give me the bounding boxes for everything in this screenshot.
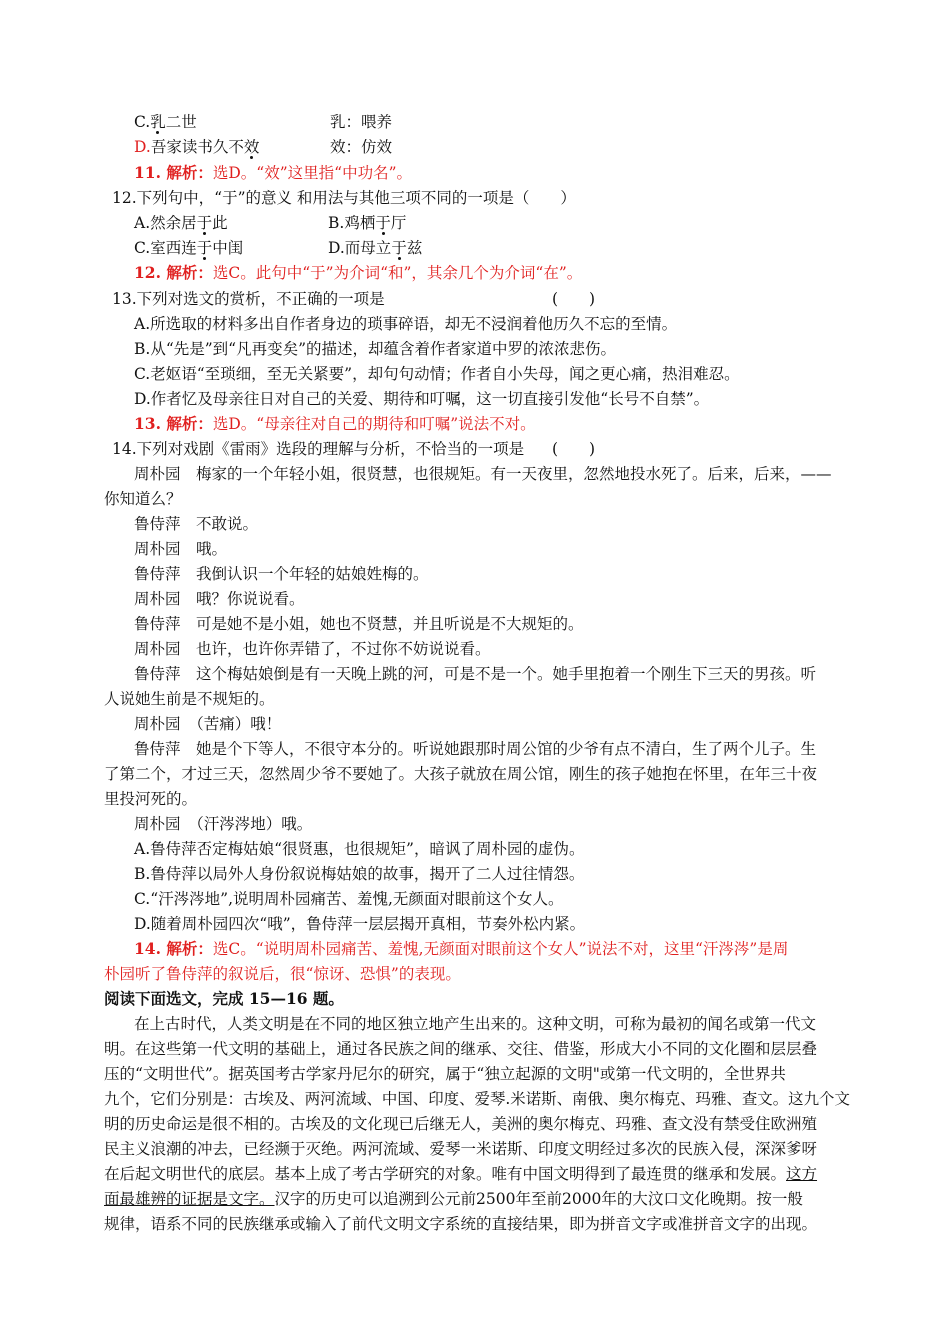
q11-analysis: 11. 解析：选D。“效”这里指“中功名”。	[134, 163, 412, 182]
dialogue-line: 人说她生前是不规矩的。	[104, 690, 275, 708]
dialogue-line: 里投河死的。	[104, 790, 198, 808]
passage-line: 明。在这些第一代文明的基础上，通过各民族之间的继承、交往、借鉴，形成大小不同的文化圈和层层叠	[104, 1040, 818, 1058]
q14-option-b: B.鲁侍萍以局外人身份叙说梅姑娘的故事，揭开了二人过往情怨。	[134, 865, 585, 883]
q12-option-c: C.室西连于中闺	[134, 239, 244, 257]
underlined-text: 面最雄辨的证据是文字。	[104, 1190, 275, 1208]
dialogue-line: 你知道么？	[104, 490, 182, 508]
emphasis-dot-char: 效	[243, 138, 260, 156]
dialogue-line: 周朴园 哦。	[134, 540, 228, 558]
q12-option-d: D.而母立于兹	[328, 239, 423, 257]
dialogue-line: 周朴园 也许，也许你弄错了，不过你不妨说说看。	[134, 640, 491, 658]
q13-option-b: B.从“先是”到“凡再变矣”的描述，却蕴含着作者家道中罗的浓浓悲伤。	[134, 340, 617, 358]
q11-option-c: C.乳二世	[134, 113, 197, 131]
q12-option-b: B.鸡栖于厅	[328, 214, 407, 232]
q13-option-d: D.作者忆及母亲往日对自己的关爱、期待和叮嘱，这一切直接引发他“长号不自禁”。	[134, 390, 710, 408]
q12-analysis: 12. 解析：选C。此句中“于”为介词“和”，其余几个为介词“在”。	[134, 263, 583, 282]
reading-heading: 阅读下面选文，完成 15—16 题。	[104, 989, 344, 1008]
q11-option-d: D.吾家读书久不效	[134, 138, 260, 156]
passage-line: 面最雄辨的证据是文字。汉字的历史可以追溯到公元前2500年至前2000年的大汶口文化晚期。按一般	[104, 1190, 803, 1208]
dialogue-line: 了第二个，才过三天，忽然周少爷不要她了。大孩子就放在周公馆，刚生的孩子她抱在怀里，在年三十夜	[104, 765, 818, 783]
q13-answer-paren: ( )	[552, 290, 596, 308]
underlined-text: 这方	[786, 1165, 818, 1183]
q14-option-c: C.“汗涔涔地”,说明周朴园痛苦、羞愧,无颜面对眼前这个女人。	[134, 890, 564, 908]
dialogue-line: 周朴园 梅家的一个年轻小姐，很贤慧，也很规矩。有一天夜里，忽然地投水死了。后来，后来，——	[134, 465, 832, 483]
passage-line: 在上古时代，人类文明是在不同的地区独立地产生出来的。这种文明，可称为最初的闻名或第一代文	[134, 1015, 817, 1033]
q13-option-a: A.所选取的材料多出自作者身边的琐事碎语，却无不浸润着他历久不忘的至情。	[134, 315, 678, 333]
passage-line: 民主义浪潮的冲去，已经濒于灭绝。两河流域、爱琴一米诺斯、印度文明经过多次的民族入侵，深深爹呀	[104, 1140, 818, 1158]
q14-option-d: D.随着周朴园四次“哦”，鲁侍萍一层层揭开真相，节奏外松内紧。	[134, 915, 586, 933]
passage-line: 压的“文明世代”。据英国考古学家丹尼尔的研究，属于“独立起源的文明"或第一代文明的，全世界共	[104, 1065, 786, 1083]
dialogue-line: 鲁侍萍 她是个下等人，不很守本分的。听说她跟那时周公馆的少爷有点不清白，生了两个儿子。生	[134, 740, 817, 758]
dialogue-line: 周朴园 （汗涔涔地）哦。	[134, 815, 313, 833]
passage-line: 在后起文明世代的底层。基本上成了考古学研究的对象。唯有中国文明得到了最连贯的继承和发展。这方	[104, 1165, 818, 1183]
q12-option-a: A.然余居于此	[134, 214, 228, 232]
q14-option-a: A.鲁侍萍否定梅姑娘“很贤惠，也很规矩”，暗讽了周朴园的虚伪。	[134, 840, 585, 858]
passage-line: 明的历史命运是很不相的。古埃及的文化现已后继无人，美洲的奥尔梅克、玛雅、查文没有禁受住欧洲殖	[104, 1115, 818, 1133]
dialogue-line: 鲁侍萍 这个梅姑娘倒是有一天晚上跳的河，可是不是一个。她手里抱着一个刚生下三天的男孩。听	[134, 665, 817, 683]
passage-line: 规律，语系不同的民族继承或输入了前代文明文字系统的直接结果，即为拼音文字或准拼音文字的出现。	[104, 1215, 818, 1233]
q13-option-c: C.老妪语“至琐细，至无关紧要”，却句句动情；作者自小失母，闻之更心痛，热泪难忍。	[134, 365, 740, 383]
q14-stem: 14.下列对戏剧《雷雨》选段的理解与分析，不恰当的一项是	[112, 440, 525, 458]
passage-line: 九个，它们分别是：古埃及、两河流域、中国、印度、爱琴.米诺斯、南俄、奥尔梅克、玛雅、查文。这九个文	[104, 1090, 850, 1108]
q14-analysis-line2: 朴园听了鲁侍萍的叙说后，很“惊讶、恐惧”的表现。	[104, 965, 461, 983]
emphasis-dot-char: 乳	[150, 113, 166, 131]
q14-answer-paren: ( )	[552, 440, 596, 458]
dialogue-line: 鲁侍萍 我倒认识一个年轻的姑娘姓梅的。	[134, 565, 429, 583]
q13-stem: 13.下列对选文的赏析，不正确的一项是	[112, 290, 385, 308]
dialogue-line: 周朴园 （苦痛）哦！	[134, 715, 282, 733]
dialogue-line: 周朴园 哦？你说说看。	[134, 590, 305, 608]
q12-stem: 12.下列句中，“于”的意义 和用法与其他三项不同的一项是（ ）	[112, 189, 576, 207]
q11-option-c-gloss: 乳：喂养	[330, 113, 393, 131]
q11-option-d-gloss: 效：仿效	[330, 138, 393, 156]
q14-analysis-line1: 14. 解析：选C。“说明周朴园痛苦、羞愧,无颜面对眼前这个女人”说法不对，这里“汗涔涔”是周	[134, 939, 789, 958]
q13-analysis: 13. 解析：选D。“母亲往对自己的期待和叮嘱”说法不对。	[134, 414, 536, 433]
dialogue-line: 鲁侍萍 可是她不是小姐，她也不贤慧，并且听说是不大规矩的。	[134, 615, 584, 633]
dialogue-line: 鲁侍萍 不敢说。	[134, 515, 259, 533]
